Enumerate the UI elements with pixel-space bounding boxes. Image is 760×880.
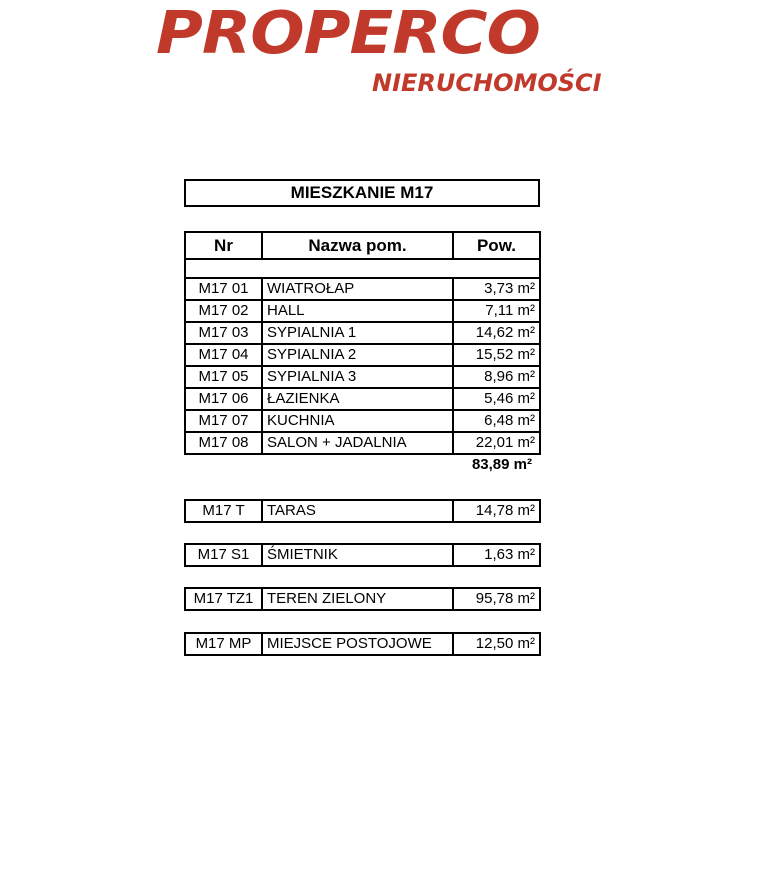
rooms-table	[184, 256, 541, 455]
room-nr: M17 04	[185, 344, 262, 366]
room-name: WIATROŁAP	[262, 278, 453, 300]
room-name: ŁAZIENKA	[262, 388, 453, 410]
total-area: 83,89 m²	[471, 456, 532, 473]
extra-nr: M17 TZ1	[185, 588, 262, 610]
extra-table-terrace	[184, 499, 541, 523]
table-row	[185, 388, 540, 410]
room-area: 5,46 m²	[453, 388, 540, 410]
extra-area: 12,50 m²	[453, 633, 540, 655]
room-area: 22,01 m²	[453, 432, 540, 454]
table-row	[185, 322, 540, 344]
extra-nr: M17 MP	[185, 633, 262, 655]
room-nr: M17 05	[185, 366, 262, 388]
spacer-cell	[453, 256, 540, 278]
properco-logo	[150, 0, 610, 100]
apartment-title: MIESZKANIE M17	[184, 179, 540, 207]
table-row	[185, 588, 540, 610]
room-nr: M17 02	[185, 300, 262, 322]
extra-area: 14,78 m²	[453, 500, 540, 522]
extra-name: TEREN ZIELONY	[262, 588, 453, 610]
table-row	[185, 410, 540, 432]
logo-sub-text: NIERUCHOMOŚCI	[372, 69, 602, 97]
room-area: 14,62 m²	[453, 322, 540, 344]
room-area: 8,96 m²	[453, 366, 540, 388]
table-row	[185, 500, 540, 522]
extra-table-green-area	[184, 587, 541, 611]
logo-main-text: PROPERCO	[156, 0, 540, 68]
spacer-cell	[262, 256, 453, 278]
header-area: Pow.	[453, 232, 540, 259]
room-name: SYPIALNIA 3	[262, 366, 453, 388]
table-row	[185, 633, 540, 655]
table-row	[185, 366, 540, 388]
extra-table-parking	[184, 632, 541, 656]
room-nr: M17 01	[185, 278, 262, 300]
room-area: 7,11 m²	[453, 300, 540, 322]
extra-area: 1,63 m²	[453, 544, 540, 566]
room-name: SYPIALNIA 2	[262, 344, 453, 366]
table-row	[185, 432, 540, 454]
extra-name: TARAS	[262, 500, 453, 522]
extra-area: 95,78 m²	[453, 588, 540, 610]
room-area: 3,73 m²	[453, 278, 540, 300]
room-name: SYPIALNIA 1	[262, 322, 453, 344]
room-name: KUCHNIA	[262, 410, 453, 432]
room-nr: M17 03	[185, 322, 262, 344]
extra-nr: M17 T	[185, 500, 262, 522]
room-nr: M17 06	[185, 388, 262, 410]
extra-table-bin	[184, 543, 541, 567]
table-row	[185, 344, 540, 366]
header-row	[185, 232, 540, 259]
extra-name: ŚMIETNIK	[262, 544, 453, 566]
table-row	[185, 544, 540, 566]
room-name: SALON + JADALNIA	[262, 432, 453, 454]
header-name: Nazwa pom.	[262, 232, 453, 259]
table-row	[185, 300, 540, 322]
table-row	[185, 278, 540, 300]
extra-nr: M17 S1	[185, 544, 262, 566]
room-nr: M17 08	[185, 432, 262, 454]
extra-name: MIEJSCE POSTOJOWE	[262, 633, 453, 655]
room-area: 15,52 m²	[453, 344, 540, 366]
spacer-cell	[185, 256, 262, 278]
room-name: HALL	[262, 300, 453, 322]
header-nr: Nr	[185, 232, 262, 259]
spacer-row	[185, 256, 540, 278]
room-area: 6,48 m²	[453, 410, 540, 432]
room-nr: M17 07	[185, 410, 262, 432]
